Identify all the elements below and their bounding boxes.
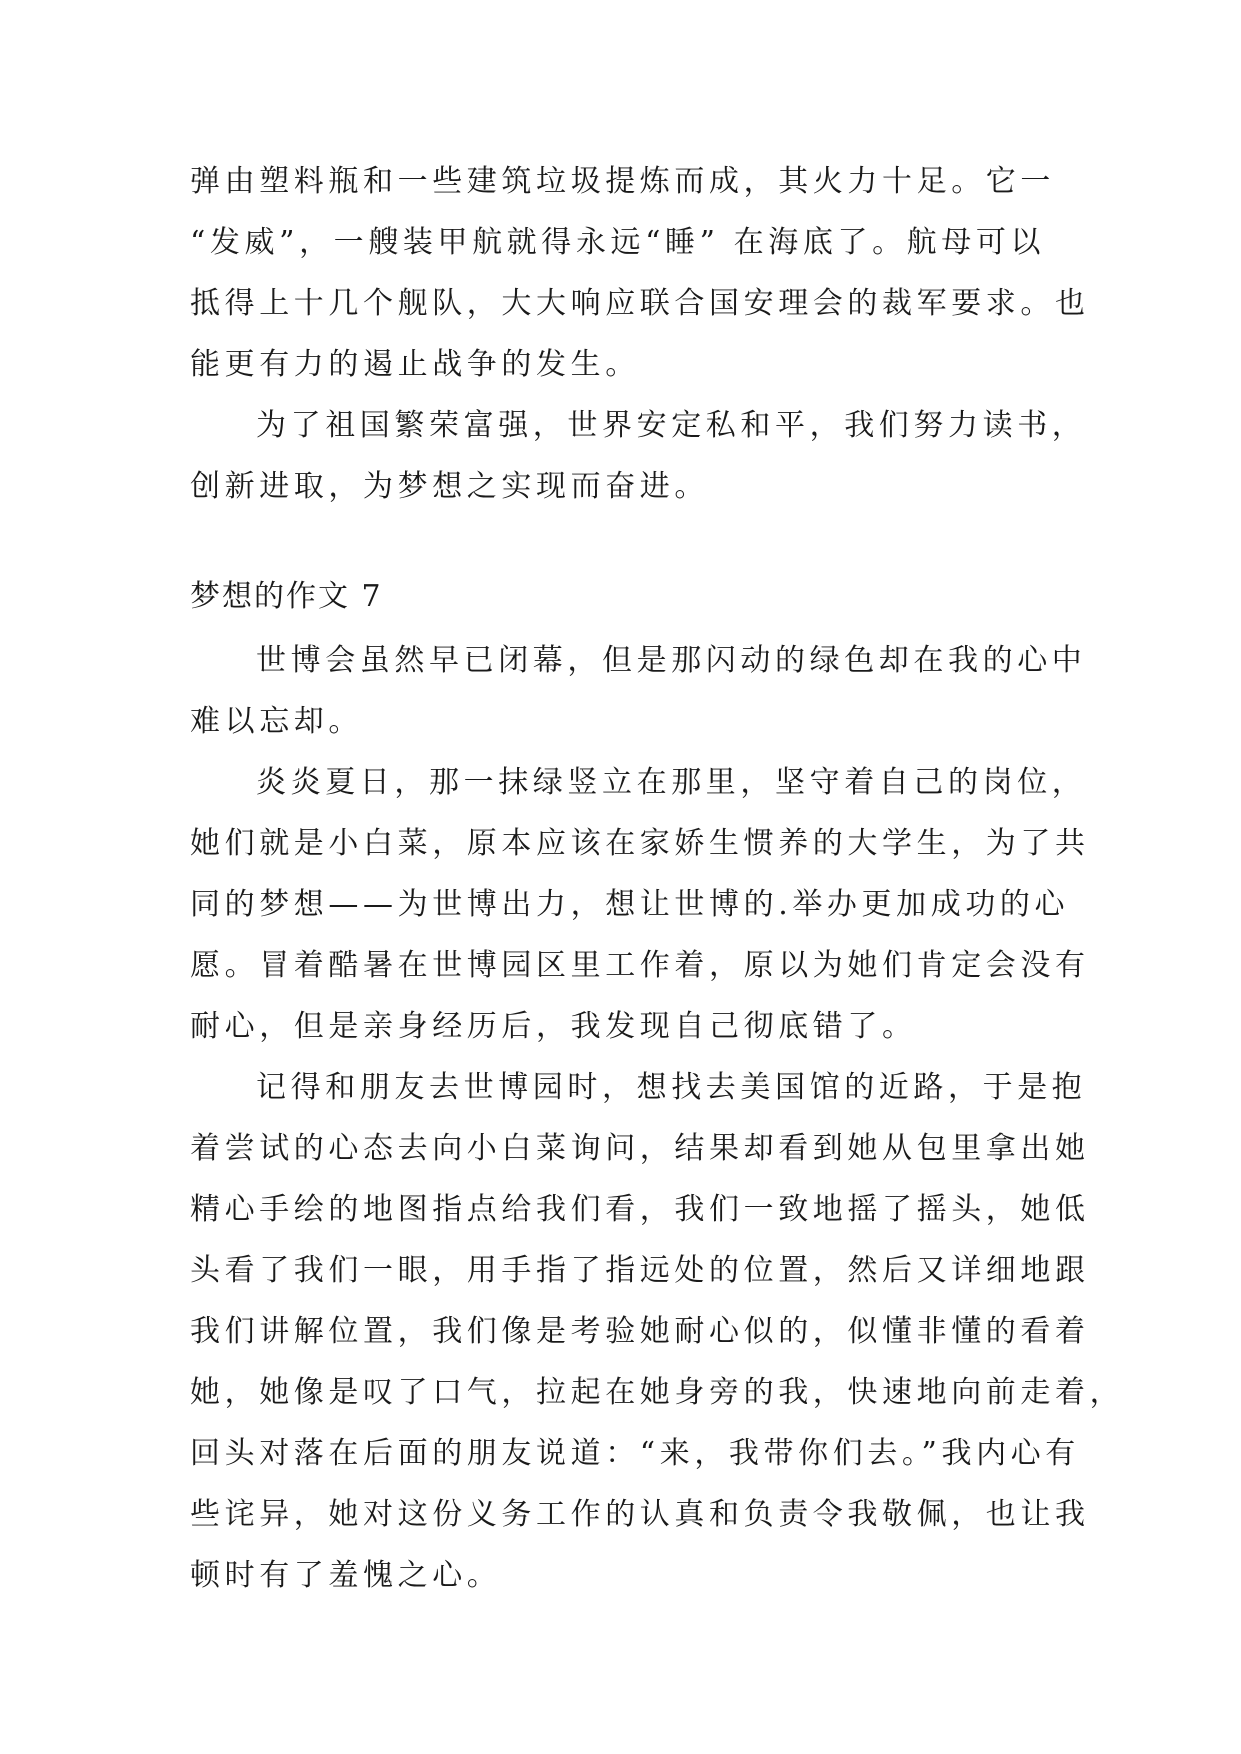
text-line: 能更有力的遏止战争的发生。 <box>190 347 640 382</box>
text-line: 头看了我们一眼，用手指了指远处的位置，然后又详细地跟 <box>190 1253 1090 1288</box>
text-line: 同的梦想——为世博出力，想让世博的.举办更加成功的心 <box>190 887 1070 922</box>
text-line: 炎炎夏日，那一抹绿竖立在那里，坚守着自己的岗位， <box>256 765 1087 800</box>
text-line: 顿时有了羞愧之心。 <box>190 1558 502 1593</box>
paragraph <box>190 151 1090 395</box>
text-line: 愿。冒着酷暑在世博园区里工作着，原以为她们肯定会没有 <box>190 948 1090 983</box>
text-line: 世博会虽然早已闭幕，但是那闪动的绿色却在我的心中 <box>256 643 1087 678</box>
text-block-continued <box>190 151 1090 517</box>
paragraph <box>190 630 1087 752</box>
text-line: 精心手绘的地图指点给我们看，我们一致地摇了摇头，她低 <box>190 1192 1090 1227</box>
paragraph <box>190 752 1090 1057</box>
text-line: 抵得上十几个舰队，大大响应联合国安理会的裁军要求。也 <box>190 286 1090 321</box>
text-line: 些诧异，她对这份义务工作的认真和负责令我敬佩，也让我 <box>190 1497 1090 1532</box>
text-line: 为了祖国繁荣富强，世界安定私和平，我们努力读书， <box>256 408 1087 443</box>
text-line: 她，她像是叹了口气，拉起在她身旁的我，快速地向前走着， <box>190 1375 1125 1410</box>
text-line: 弹由塑料瓶和一些建筑垃圾提炼而成，其火力十足。它一 <box>190 164 1055 199</box>
text-line: “发威”，一艘装甲航就得永远“睡” 在海底了。航母可以 <box>190 225 1046 260</box>
paragraph <box>190 1057 1125 1606</box>
text-line: 她们就是小白菜，原本应该在家娇生惯养的大学生，为了共 <box>190 826 1090 861</box>
text-line: 我们讲解位置，我们像是考验她耐心似的，似懂非懂的看着 <box>190 1314 1090 1349</box>
text-line: 记得和朋友去世博园时，想找去美国馆的近路，于是抱 <box>256 1070 1087 1105</box>
text-line: 回头对落在后面的朋友说道：“来，我带你们去。”我内心有 <box>190 1436 1080 1471</box>
section-heading: 梦想的作文 7 <box>190 579 383 614</box>
text-line: 着尝试的心态去向小白菜询问，结果却看到她从包里拿出她 <box>190 1131 1090 1166</box>
paragraph <box>190 395 1087 517</box>
text-line: 创新进取，为梦想之实现而奋进。 <box>190 469 709 504</box>
text-block-essay-7 <box>190 630 1125 1606</box>
text-line: 难以忘却。 <box>190 704 363 739</box>
text-line: 耐心，但是亲身经历后，我发现自己彻底错了。 <box>190 1009 917 1044</box>
